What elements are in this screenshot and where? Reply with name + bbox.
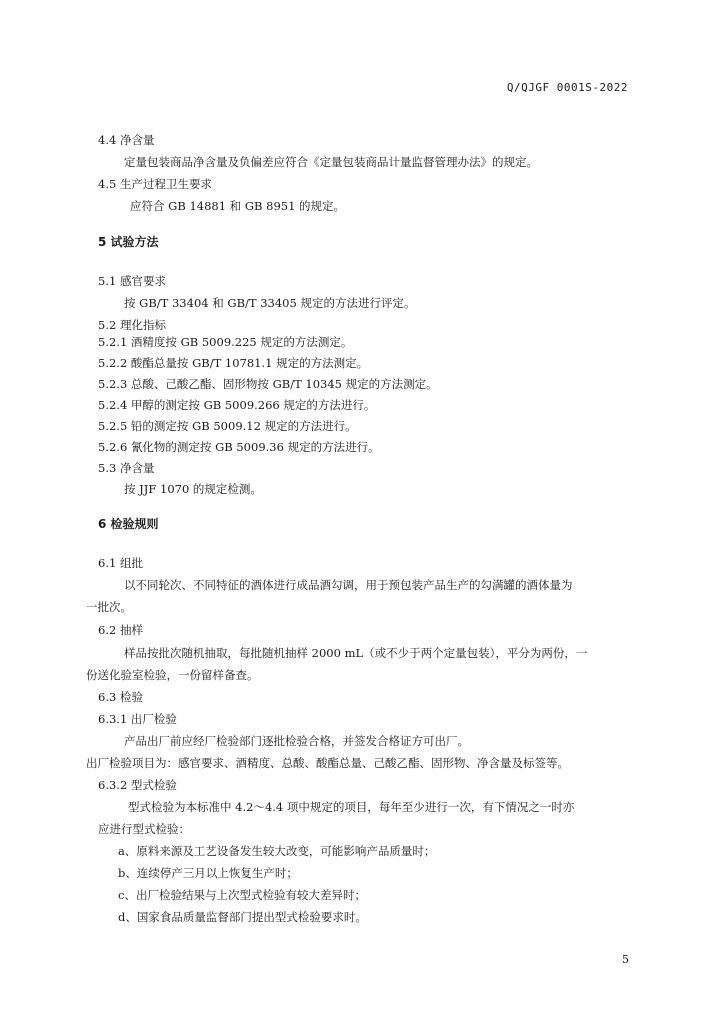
- section-6-1-title: 6.1 组批: [98, 556, 143, 570]
- section-6-2-text: 样品按批次随机抽取，每批随机抽样 2000 mL（或不少于两个定量包装），平分为两份，一: [124, 646, 588, 660]
- list-item: 5.2.3 总酸、己酸乙酯、固形物按 GB/T 10345 规定的方法测定。: [98, 377, 438, 391]
- section-4-5-title: 4.5 生产过程卫生要求: [98, 177, 212, 191]
- section-6-3-2-text-cont: 应进行型式检验：: [98, 822, 190, 836]
- list-item: a、原料来源及工艺设备发生较大改变，可能影响产品质量时；: [118, 844, 436, 858]
- list-item: 5.2.4 甲醇的测定按 GB 5009.266 规定的方法进行。: [98, 398, 376, 412]
- list-item: 5.2.6 氰化物的测定按 GB 5009.36 规定的方法进行。: [98, 440, 380, 454]
- document-code: Q/QJGF 0001S-2022: [506, 81, 628, 94]
- section-5-3-title: 5.3 净含量: [98, 461, 155, 475]
- section-5-3-text: 按 JJF 1070 的规定检测。: [124, 482, 262, 496]
- section-5-heading: 5 试验方法: [98, 235, 159, 249]
- section-6-3-2-text: 型式检验为本标准中 4.2～4.4 项中规定的项目，每年至少进行一次，有下情况之一时亦: [128, 800, 575, 814]
- list-item: b、连续停产三月以上恢复生产时；: [118, 866, 298, 880]
- section-6-2-text-cont: 份送化验室检验，一份留样备查。: [86, 668, 259, 682]
- section-6-1-text: 以不同轮次、不同特征的酒体进行成品酒勾调，用于预包装产品生产的勾满罐的酒体量为: [124, 578, 573, 592]
- page-number: 5: [622, 953, 629, 966]
- section-4-4-title: 4.4 净含量: [98, 133, 155, 147]
- section-6-3-2-title: 6.3.2 型式检验: [98, 778, 177, 792]
- list-item: 5.2.5 铅的测定按 GB 5009.12 规定的方法进行。: [98, 419, 357, 433]
- list-item: 5.2.2 酸酯总量按 GB/T 10781.1 规定的方法测定。: [98, 356, 369, 370]
- section-6-2-title: 6.2 抽样: [98, 623, 143, 637]
- section-6-3-1-title: 6.3.1 出厂检验: [98, 712, 177, 726]
- section-6-3-title: 6.3 检验: [98, 690, 143, 704]
- section-5-2-title: 5.2 理化指标: [98, 318, 166, 332]
- section-6-1-text-cont: 一批次。: [86, 600, 132, 614]
- section-6-heading: 6 检验规则: [98, 517, 159, 531]
- section-4-4-text: 定量包装商品净含量及负偏差应符合《定量包装商品计量监督管理办法》的规定。: [124, 155, 538, 169]
- section-6-3-1-text: 产品出厂前应经厂检验部门逐批检验合格，并签发合格证方可出厂。: [124, 734, 469, 748]
- list-item: 5.2.1 酒精度按 GB 5009.225 规定的方法测定。: [98, 335, 353, 349]
- list-item: c、出厂检验结果与上次型式检验有较大差异时；: [118, 888, 366, 902]
- section-5-1-text: 按 GB/T 33404 和 GB/T 33405 规定的方法进行评定。: [124, 296, 416, 310]
- section-4-5-text: 应符合 GB 14881 和 GB 8951 的规定。: [130, 199, 346, 213]
- section-6-3-1-text-cont: 出厂检验项目为：感官要求、酒精度、总酸、酸酯总量、己酸乙酯、固形物、净含量及标签等。: [86, 756, 569, 770]
- list-item: d、国家食品质量监督部门提出型式检验要求时。: [118, 910, 367, 924]
- section-5-1-title: 5.1 感官要求: [98, 274, 166, 288]
